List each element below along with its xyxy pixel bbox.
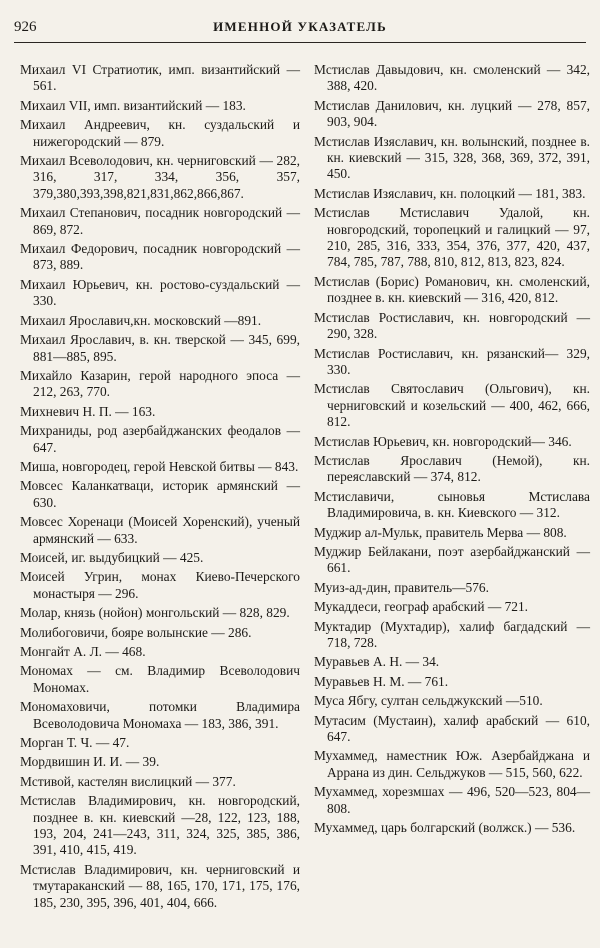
index-entry: Михаил VII, имп. византийский — 183. — [20, 97, 246, 113]
index-entry: Моисей Угрин, монах Киево-Печерского монастыря — 296. — [20, 569, 300, 601]
page-number: 926 — [14, 18, 37, 35]
index-entry: Молибоговичи, бояре волынские — 286. — [20, 624, 252, 640]
index-entry: Мстислав Мстиславич Удалой, кн. новгородский, торопецкий и галицкий — 97, 210, 285, 316, 333, 354, 376, 377, 420, 437, 784, 785, 787, 788, 810, 812, 813, 823, 824. — [314, 205, 590, 270]
index-entry: Михаил VI Стратиотик, имп. византийский — 561. — [20, 62, 300, 94]
index-entry: Мстислав Ростиславич, кн. новгородский — 290, 328. — [314, 309, 590, 342]
index-entry: Морган Т. Ч. — 47. — [20, 735, 130, 751]
index-entry: Мономах — см. Владимир Всеволодович Мономах. — [20, 663, 300, 695]
index-entry: Мутасим (Мустаин), халиф арабский — 610, 647. — [314, 712, 590, 745]
index-entry: Михаил Всеволодович, кн. черниговский — 282, 316, 317, 334, 356, 357, 379,380,393,398,821,831,862,866,867. — [20, 153, 300, 201]
right-column — [314, 62, 590, 839]
index-entry: Муктадир (Мухтадир), халиф багдадский — 718, 728. — [314, 618, 590, 650]
index-entry: Мстивой, кастелян вислицкий — 377. — [20, 773, 236, 789]
index-entry: Михаил Ярославич, в. кн. тверской — 345, 699, 881—885, 895. — [20, 332, 300, 364]
index-entry: Мордвишин И. И. — 39. — [20, 754, 160, 770]
index-entry: Мухаммед, наместник Юж. Азербайджана и Аррана из дин. Сельджуков — 515, 560, 622. — [314, 748, 590, 780]
index-entry: Михаил Степанович, посадник новгородский — 869, 872. — [20, 205, 300, 237]
header-rule — [14, 42, 586, 43]
index-entry: Миша, новгородец, герой Невской битвы — 843. — [20, 458, 299, 474]
index-entry: Мстислав Данилович, кн. луцкий — 278, 857, 903, 904. — [314, 97, 590, 130]
index-entry: Муджир ал-Мульк, правитель Мерва — 808. — [314, 524, 567, 540]
page-header — [14, 16, 586, 38]
left-column — [20, 62, 300, 914]
index-entry: Мстислав Владимирович, кн. новгородский, позднее в. кн. киевский —28, 122, 123, 188, 193, 204, 241—243, 311, 324, 325, 385, 386, 391, 410, 415, 419. — [20, 793, 300, 858]
index-entry: Михаил Андреевич, кн. суздальский и нижегородский — 879. — [20, 117, 300, 149]
index-entry: Мстиславичи, сыновья Мстислава Владимировича, в. кн. Киевского — 312. — [314, 488, 590, 521]
index-entry: Мстислав Ростиславич, кн. рязанский— 329, 330. — [314, 345, 590, 377]
index-entry: Мстислав (Борис) Романович, кн. смоленский, позднее в. кн. киевский — 316, 420, 812. — [314, 273, 590, 306]
index-entry: Мстислав Юрьевич, кн. новгородский— 346. — [314, 433, 572, 449]
index-entry: Монгайт А. Л. — 468. — [20, 644, 146, 659]
index-entry: Муиз-ад-дин, правитель—576. — [314, 579, 489, 595]
index-entry: Мстислав Изяславич, кн. полоцкий — 181, 383. — [314, 185, 586, 201]
index-entry: Мовсес Каланкатваци, историк армянский — 630. — [20, 478, 300, 510]
index-entry: Мстислав Давыдович, кн. смоленский — 342, 388, 420. — [314, 62, 590, 94]
index-entry: Молар, князь (нойон) монгольский — 828, 829. — [20, 605, 290, 621]
index-entry: Михаил Юрьевич, кн. ростово-суздальский — 330. — [20, 276, 300, 309]
index-entry: Мстислав Владимирович, кн. черниговский и тмутараканский — 88, 165, 170, 171, 175, 176, 185, 230, 395, 396, 401, 404, 666. — [20, 861, 300, 910]
index-entry: Мухаммед, царь болгарский (волжск.) — 536. — [314, 820, 576, 836]
index-entry: Мукаддеси, географ арабский — 721. — [314, 599, 529, 615]
index-entry: Муравьев Н. М. — 761. — [314, 673, 449, 689]
index-entry: Муравьев А. Н. — 34. — [314, 654, 440, 670]
index-entry: Муджир Бейлакани, поэт азербайджанский — 661. — [314, 543, 590, 576]
index-entry: Михаил Федорович, посадник новгородский — 873, 889. — [20, 241, 300, 273]
index-entry: Мстислав Святославич (Ольгович), кн. черниговский и козельский — 400, 462, 666, 812. — [314, 381, 590, 430]
index-entry: Мономаховичи, потомки Владимира Всеволодовича Мономаха — 183, 386, 391. — [20, 699, 300, 731]
index-entry: Моисей, иг. выдубицкий — 425. — [20, 549, 204, 565]
index-entry: Мстислав Изяславич, кн. волынский, позднее в. кн. киевский — 315, 328, 368, 369, 372, 391, 450. — [314, 133, 590, 182]
index-entry: Мстислав Ярославич (Немой), кн. переяславский — 374, 812. — [314, 452, 590, 485]
index-entry: Михаил Ярославич,кн. московский —891. — [20, 312, 262, 328]
running-title: ИМЕННОЙ УКАЗАТЕЛЬ — [213, 19, 387, 34]
index-entry: Муса Ябгу, султан сельджукский —510. — [314, 693, 543, 709]
index-entry: Мухаммед, хорезмшах — 496, 520—523, 804—808. — [314, 784, 590, 816]
index-entry: Михайло Казарин, герой народного эпоса — 212, 263, 770. — [20, 367, 300, 400]
index-entry: Михневич Н. П. — 163. — [20, 403, 156, 419]
index-entry: Мовсес Хоренаци (Моисей Хоренский), ученый армянский — 633. — [20, 514, 300, 546]
index-entry: Михраниды, род азербайджанских феодалов — 647. — [20, 423, 300, 455]
